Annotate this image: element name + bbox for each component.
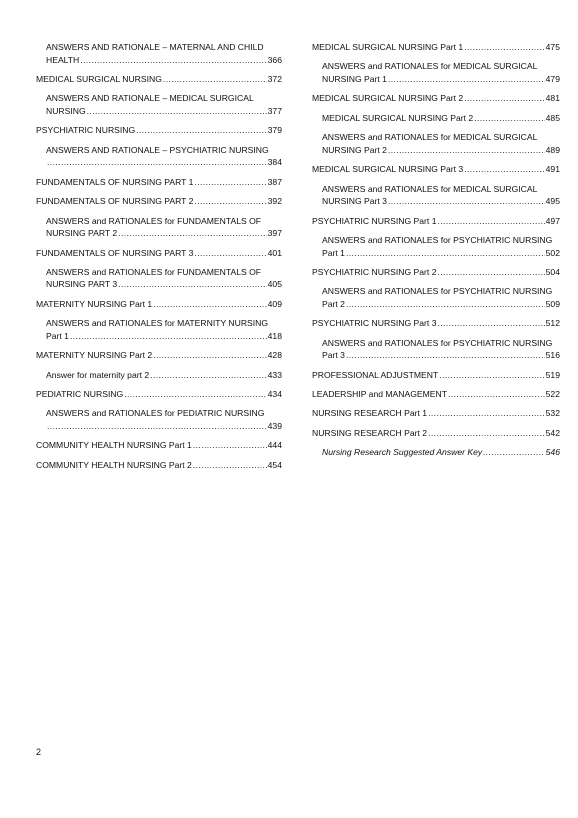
toc-entry-title: PSYCHIATRIC NURSING Part 2: [312, 266, 437, 277]
toc-entry[interactable]: [36, 298, 282, 311]
toc-entry-line: [46, 227, 282, 240]
toc-entry-title: Nursing Research Suggested Answer Key: [322, 447, 483, 458]
toc-entry-title-line: ANSWERS and RATIONALES for MATERNITY NURSING: [46, 318, 269, 329]
toc-entry[interactable]: [312, 317, 560, 330]
toc-entry-page-number: 542: [545, 427, 560, 438]
toc-entry-title: MATERNITY NURSING Part 2: [36, 350, 153, 361]
toc-right-column: [312, 41, 560, 466]
dot-leader: [346, 349, 545, 362]
toc-entry-title: HEALTH: [46, 54, 80, 65]
dot-leader: [163, 73, 267, 86]
dot-leader: [194, 176, 266, 189]
toc-entry-line: [312, 215, 560, 228]
toc-entry-title: MEDICAL SURGICAL NURSING Part 1: [312, 42, 464, 52]
toc-entry-title: MATERNITY NURSING Part 1: [36, 298, 153, 309]
toc-entry-line: [36, 195, 282, 208]
toc-entry-page-number: 397: [267, 228, 282, 239]
toc-entry-title-line: ANSWERS and RATIONALES for MEDICAL SURGICAL: [322, 132, 538, 143]
toc-entry-line: [312, 163, 560, 176]
dot-leader: [118, 227, 267, 240]
toc-entry-line: [322, 247, 560, 260]
toc-entry-page-number: 512: [545, 318, 560, 329]
toc-entry-page-number: 377: [267, 105, 282, 116]
toc-entry[interactable]: [36, 407, 282, 432]
toc-entry-page-number: 379: [267, 125, 282, 136]
dot-leader: [483, 446, 544, 459]
toc-entry[interactable]: [36, 369, 282, 382]
dot-leader: [428, 407, 545, 420]
toc-entry-line: [322, 73, 560, 86]
toc-entry-line: [36, 124, 282, 137]
toc-entry-page-number: 387: [267, 176, 282, 187]
toc-left-column: [36, 41, 282, 478]
toc-entry-title-line: ANSWERS and RATIONALES for PSYCHIATRIC NURSING: [322, 286, 553, 297]
dot-leader: [150, 369, 266, 382]
toc-entry-page-number: 372: [267, 73, 282, 84]
toc-entry-page-number: 479: [545, 73, 560, 84]
toc-entry[interactable]: [312, 60, 560, 85]
toc-entry-page-number: 485: [545, 112, 560, 123]
toc-entry-line: [46, 156, 282, 169]
dot-leader: [118, 278, 267, 291]
toc-entry-title: NURSING Part 1: [322, 73, 387, 84]
toc-entry-title-line: ANSWERS and RATIONALES for PEDIATRIC NURSING: [46, 408, 265, 419]
dot-leader: [388, 73, 545, 86]
toc-entry-title: LEADERSHIP and MANAGEMENT: [312, 389, 447, 400]
toc-entry-title: Part 2: [322, 298, 345, 309]
toc-entry-page-number: 439: [267, 421, 282, 432]
toc-entry-line: [36, 388, 282, 401]
toc-entry-page-number: 405: [267, 279, 282, 290]
dot-leader: [437, 266, 544, 279]
dot-leader: [388, 144, 545, 157]
dot-leader: [153, 349, 266, 362]
toc-entry-line: [46, 105, 282, 118]
dot-leader: [346, 298, 545, 311]
toc-entry-line: [46, 420, 282, 433]
dot-leader: [428, 427, 545, 440]
toc-entry-title: NURSING: [46, 105, 86, 116]
toc-entry[interactable]: [312, 215, 560, 228]
toc-entry-line: [322, 112, 560, 125]
dot-leader: [464, 163, 544, 176]
toc-entry-title: NURSING PART 3: [46, 279, 118, 290]
toc-entry[interactable]: [36, 439, 282, 452]
toc-entry[interactable]: [312, 446, 560, 459]
toc-entry-title: Part 1: [46, 330, 69, 341]
toc-entry-title-line: ANSWERS AND RATIONALE – MATERNAL AND CHILD: [46, 42, 264, 52]
toc-entry[interactable]: [312, 41, 560, 54]
toc-entry-title-line: ANSWERS AND RATIONALE – MEDICAL SURGICAL: [46, 93, 254, 104]
toc-entry[interactable]: [312, 92, 560, 105]
toc-entry-title: NURSING Part 2: [322, 144, 387, 155]
toc-entry-title: FUNDAMENTALS OF NURSING PART 3: [36, 247, 194, 258]
dot-leader: [47, 156, 267, 169]
toc-entry-title: FUNDAMENTALS OF NURSING PART 2: [36, 196, 194, 207]
toc-entry-page-number: 546: [545, 447, 560, 458]
toc-entry-page-number: 433: [267, 369, 282, 380]
toc-entry-line: [312, 266, 560, 279]
toc-entry-line: [322, 195, 560, 208]
toc-entry-title: PEDIATRIC NURSING: [36, 389, 124, 400]
toc-entry-title: PSYCHIATRIC NURSING: [36, 125, 136, 136]
toc-entry[interactable]: [312, 266, 560, 279]
toc-entry-title-line: ANSWERS and RATIONALES for MEDICAL SURGICAL: [322, 183, 538, 194]
toc-entry-title: MEDICAL SURGICAL NURSING: [36, 73, 162, 84]
toc-entry-line: [36, 247, 282, 260]
dot-leader: [346, 247, 545, 260]
toc-entry-page-number: 522: [545, 389, 560, 400]
toc-entry-line: [322, 144, 560, 157]
toc-entry-line: [36, 73, 282, 86]
toc-entry-page-number: 428: [267, 350, 282, 361]
toc-entry-line: [46, 278, 282, 291]
toc-entry-line: [322, 298, 560, 311]
toc-entry-title: Answer for maternity part 2: [46, 369, 150, 380]
toc-entry[interactable]: [312, 183, 560, 208]
toc-entry[interactable]: [36, 215, 282, 240]
toc-entry[interactable]: [312, 234, 560, 259]
toc-entry-page-number: 444: [267, 440, 282, 451]
toc-entry-line: [36, 176, 282, 189]
toc-entry-title: NURSING Part 3: [322, 196, 387, 207]
toc-entry-line: [322, 446, 560, 459]
toc-entry[interactable]: [36, 124, 282, 137]
toc-entry[interactable]: [36, 144, 282, 169]
toc-entry-line: [36, 439, 282, 452]
toc-entry-page-number: 384: [267, 157, 282, 168]
toc-entry-page-number: 409: [267, 298, 282, 309]
toc-entry[interactable]: [312, 427, 560, 440]
toc-entry-page-number: 509: [545, 298, 560, 309]
toc-entry-page-number: 516: [545, 350, 560, 361]
toc-entry-line: [46, 54, 282, 67]
toc-entry-title-line: ANSWERS AND RATIONALE – PSYCHIATRIC NURSING: [46, 144, 269, 155]
toc-entry-page-number: 401: [267, 247, 282, 258]
toc-entry-line: [36, 349, 282, 362]
toc-entry-line: [312, 317, 560, 330]
toc-entry[interactable]: [312, 163, 560, 176]
toc-entry[interactable]: [312, 369, 560, 382]
toc-entry-title-line: ANSWERS and RATIONALES for PSYCHIATRIC NURSING: [322, 337, 553, 348]
dot-leader: [464, 41, 544, 54]
toc-entry-page-number: 491: [545, 164, 560, 175]
dot-leader: [388, 195, 545, 208]
toc-entry-page-number: 497: [545, 215, 560, 226]
toc-entry[interactable]: [312, 285, 560, 310]
toc-entry-page-number: 502: [545, 247, 560, 258]
toc-entry[interactable]: [36, 266, 282, 291]
toc-entry-page-number: 489: [545, 144, 560, 155]
toc-entry-title: COMMUNITY HEALTH NURSING Part 2: [36, 459, 192, 470]
dot-leader: [439, 369, 544, 382]
dot-leader: [193, 459, 267, 472]
toc-entry-title: Part 3: [322, 350, 345, 361]
dot-leader: [194, 195, 266, 208]
dot-leader: [448, 388, 545, 401]
toc-entry-line: [36, 298, 282, 311]
toc-entry-title-line: ANSWERS and RATIONALES for FUNDAMENTALS OF: [46, 215, 262, 226]
toc-entry-title: NURSING RESEARCH Part 1: [312, 408, 428, 419]
toc-entry[interactable]: [36, 317, 282, 342]
toc-entry-line: [312, 407, 560, 420]
dot-leader: [474, 112, 544, 125]
toc-entry-line: [46, 369, 282, 382]
toc-entry-page-number: 519: [545, 369, 560, 380]
toc-entry[interactable]: [36, 195, 282, 208]
toc-entry[interactable]: [36, 41, 282, 66]
toc-entry-title-line: ANSWERS and RATIONALES for FUNDAMENTALS OF: [46, 266, 262, 277]
dot-leader: [136, 124, 267, 137]
toc-entry-title: PSYCHIATRIC NURSING Part 1: [312, 215, 437, 226]
dot-leader: [437, 215, 544, 228]
toc-entry[interactable]: [36, 459, 282, 472]
toc-entry-page-number: 495: [545, 196, 560, 207]
toc-entry-page-number: 434: [267, 389, 282, 400]
toc-entry-page-number: 366: [267, 54, 282, 65]
toc-entry-title: PROFESSIONAL ADJUSTMENT: [312, 369, 439, 380]
dot-leader: [47, 420, 267, 433]
toc-entry-title: MEDICAL SURGICAL NURSING Part 3: [312, 164, 464, 175]
dot-leader: [193, 439, 267, 452]
dot-leader: [464, 92, 544, 105]
dot-leader: [437, 317, 544, 330]
toc-entry-line: [312, 41, 560, 54]
toc-entry[interactable]: [36, 388, 282, 401]
toc-entry-line: [312, 388, 560, 401]
toc-entry-title-line: ANSWERS and RATIONALES for PSYCHIATRIC NURSING: [322, 234, 553, 245]
toc-entry[interactable]: [312, 388, 560, 401]
dot-leader: [70, 330, 267, 343]
toc-entry[interactable]: [312, 337, 560, 362]
toc-entry-page-number: 392: [267, 196, 282, 207]
toc-entry[interactable]: [36, 247, 282, 260]
toc-entry-title: NURSING PART 2: [46, 228, 118, 239]
dot-leader: [194, 247, 266, 260]
toc-entry-page-number: 454: [267, 459, 282, 470]
toc-entry[interactable]: [312, 131, 560, 156]
toc-entry-title: COMMUNITY HEALTH NURSING Part 1: [36, 440, 192, 451]
toc-entry-line: [322, 349, 560, 362]
dot-leader: [80, 54, 266, 67]
toc-entry-line: [312, 92, 560, 105]
toc-entry-line: [36, 459, 282, 472]
dot-leader: [124, 388, 266, 401]
toc-entry-title: MEDICAL SURGICAL NURSING Part 2: [322, 112, 474, 123]
toc-entry[interactable]: [36, 176, 282, 189]
toc-entry[interactable]: [36, 349, 282, 362]
toc-entry-page-number: 504: [545, 266, 560, 277]
toc-entry-title-line: ANSWERS and RATIONALES for MEDICAL SURGICAL: [322, 61, 538, 72]
toc-entry[interactable]: [312, 112, 560, 125]
toc-entry-page-number: 481: [545, 93, 560, 104]
toc-entry-title: Part 1: [322, 247, 345, 258]
page-number: 2: [36, 747, 42, 757]
toc-entry-page-number: 418: [267, 330, 282, 341]
toc-entry-title: MEDICAL SURGICAL NURSING Part 2: [312, 93, 464, 104]
toc-entry[interactable]: [36, 73, 282, 86]
toc-entry-line: [312, 369, 560, 382]
toc-entry-page-number: 475: [545, 42, 560, 52]
toc-entry[interactable]: [36, 92, 282, 117]
toc-entry-page-number: 532: [545, 408, 560, 419]
toc-entry-title: PSYCHIATRIC NURSING Part 3: [312, 318, 437, 329]
dot-leader: [87, 105, 267, 118]
toc-entry[interactable]: [312, 407, 560, 420]
toc-entry-title: FUNDAMENTALS OF NURSING PART 1: [36, 176, 194, 187]
toc-entry-title: NURSING RESEARCH Part 2: [312, 427, 428, 438]
toc-entry-line: [312, 427, 560, 440]
toc-entry-line: [46, 330, 282, 343]
dot-leader: [153, 298, 266, 311]
